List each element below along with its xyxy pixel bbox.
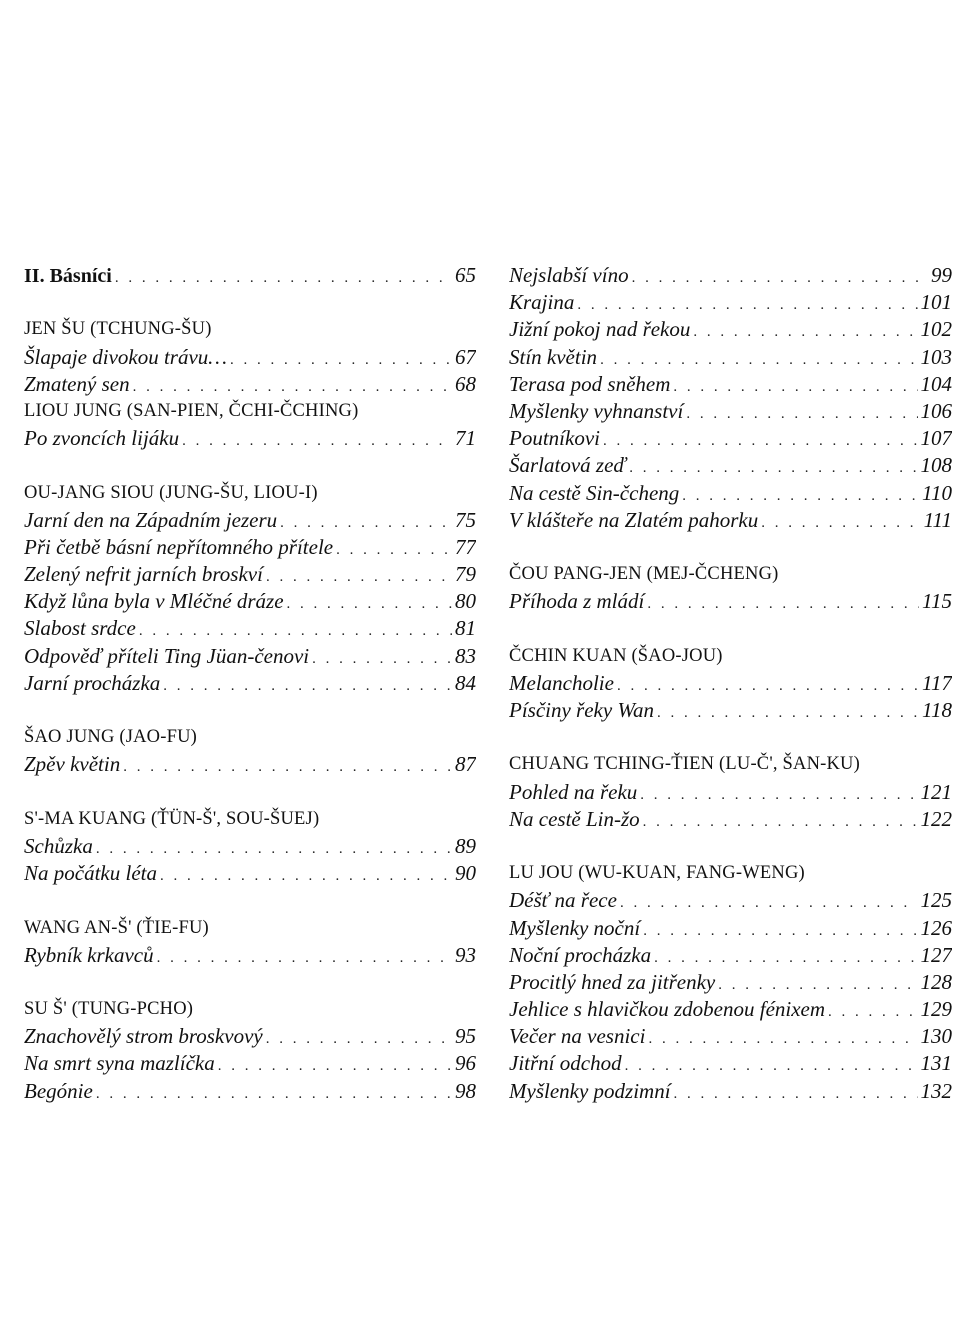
- entry-title: Šarlatová zeď: [509, 453, 627, 478]
- entry-title: Melancholie: [509, 670, 614, 695]
- entry-title: Déšť na řece: [509, 888, 617, 913]
- dot-leader: [625, 1053, 918, 1077]
- entry-title: Písčiny řeky Wan: [509, 698, 655, 722]
- entry-title: Poutníkovi: [509, 426, 600, 451]
- dot-leader: [617, 673, 919, 697]
- dot-leader: [640, 782, 917, 806]
- toc-entry[interactable]: [24, 942, 476, 969]
- entry-title: Procitlý hned za jitřenky: [509, 969, 716, 994]
- entry-title: Na cestě Sin-čcheng: [509, 480, 680, 505]
- toc-entry[interactable]: [509, 670, 952, 697]
- toc-left-column: [24, 262, 476, 1105]
- entry-title: Když lůna byla v Mléčné dráze: [24, 589, 284, 614]
- dot-leader: [643, 918, 917, 942]
- entry-title: Myšlenky noční: [509, 915, 641, 940]
- entry-title: V klášteře na Zlatém pahorku: [509, 507, 759, 532]
- author-heading: [24, 915, 476, 942]
- author-name: WANG AN-Š' (ŤIE-FU): [24, 917, 209, 938]
- page-number: 102: [920, 317, 952, 342]
- author-name: LIOU JUNG (SAN-PIEN, ČCHI-ČCHING): [24, 400, 359, 421]
- dot-leader: [280, 510, 452, 534]
- toc-entry[interactable]: [509, 344, 952, 371]
- toc-entry[interactable]: [509, 588, 952, 615]
- dot-leader: [673, 374, 917, 398]
- author-name: ČOU PANG-JEN (MEJ-ČCHENG): [509, 564, 779, 585]
- dot-leader: [266, 1026, 452, 1050]
- page-number: 81: [455, 616, 476, 641]
- section-spacer: [24, 289, 476, 316]
- page-number: 121: [920, 779, 952, 804]
- author-heading: [24, 398, 476, 425]
- page-number: 117: [922, 670, 952, 695]
- dot-leader: [577, 292, 917, 316]
- toc-right-column: [509, 262, 952, 1105]
- author-name: OU-JANG SIOU (JUNG-ŠU, LIOU-I): [24, 482, 318, 503]
- page-number: 132: [920, 1078, 952, 1103]
- author-name: ČCHIN KUAN (ŠAO-JOU): [509, 645, 723, 666]
- page-number: 87: [455, 752, 476, 777]
- entry-title: Zmatený sen: [24, 371, 130, 396]
- entry-title: Stín květin: [509, 344, 598, 369]
- toc-entry[interactable]: [509, 969, 952, 996]
- entry-title: Rybník krkavců: [24, 942, 154, 967]
- page-number: 83: [455, 643, 476, 668]
- dot-leader: [157, 945, 452, 969]
- section-spacer: [509, 534, 952, 561]
- entry-title: Nejslabší víno: [509, 263, 629, 287]
- dot-leader: [123, 754, 452, 778]
- entry-title: Znachovělý strom broskvový: [24, 1024, 263, 1049]
- dot-leader: [160, 863, 452, 887]
- page-number: 127: [920, 942, 952, 967]
- entry-title: Odpověď příteli Ting Jüan-čenovi: [24, 643, 310, 668]
- toc-entry[interactable]: [509, 316, 952, 343]
- toc-entry[interactable]: [24, 344, 476, 371]
- section-spacer: [24, 969, 476, 996]
- toc-entry[interactable]: [24, 615, 476, 642]
- entry-title: Večer na vesnici: [509, 1024, 646, 1049]
- toc-entry[interactable]: [24, 371, 476, 398]
- entry-title: Zelený nefrit jarních broskví: [24, 562, 263, 587]
- page-number: 128: [920, 969, 952, 994]
- toc-entry[interactable]: [509, 887, 952, 914]
- page-number: 103: [920, 344, 952, 369]
- author-name: S'-MA KUANG (ŤÜN-Š', SOU-ŠUEJ): [24, 808, 320, 829]
- toc-entry[interactable]: [24, 561, 476, 588]
- author-heading: [24, 806, 476, 833]
- page-number: 79: [455, 562, 476, 587]
- toc-entry[interactable]: [24, 860, 476, 887]
- dot-leader: [632, 265, 928, 289]
- toc-entry[interactable]: [509, 425, 952, 452]
- author-heading: [509, 643, 952, 670]
- entry-title: Terasa pod sněhem: [509, 371, 671, 396]
- dot-leader: [96, 836, 452, 860]
- page-number: 107: [920, 426, 952, 451]
- author-name: SU Š' (TUNG-PCHO): [24, 999, 194, 1020]
- page-number: 111: [923, 507, 952, 532]
- entry-title: Krajina: [509, 290, 575, 315]
- toc-entry[interactable]: [509, 697, 952, 724]
- dot-leader: [139, 618, 452, 642]
- entry-title: Schůzka: [24, 833, 93, 858]
- dot-leader: [718, 972, 917, 996]
- section-spacer: [24, 887, 476, 914]
- entry-title: Noční procházka: [509, 942, 652, 967]
- entry-title: Šlapaje divokou trávu…: [24, 344, 227, 369]
- page-number: 99: [931, 263, 952, 287]
- section-spacer: [24, 697, 476, 724]
- dot-leader: [96, 1081, 452, 1105]
- dot-leader: [266, 564, 452, 588]
- page-number: 104: [920, 371, 952, 396]
- toc-entry[interactable]: [509, 996, 952, 1023]
- toc-entry[interactable]: [509, 507, 952, 534]
- toc-entry[interactable]: [509, 289, 952, 316]
- dot-leader: [828, 999, 917, 1023]
- toc-entry[interactable]: [509, 398, 952, 425]
- entry-title: Slabost srdce: [24, 616, 136, 641]
- author-heading: [509, 751, 952, 778]
- toc-entry[interactable]: [24, 425, 476, 452]
- entry-title: Jarní procházka: [24, 670, 161, 695]
- author-heading: [24, 996, 476, 1023]
- page-number: 118: [922, 698, 952, 722]
- toc-entry[interactable]: [24, 670, 476, 697]
- page-number: 98: [455, 1078, 476, 1103]
- dot-leader: [230, 347, 452, 371]
- section-spacer: [24, 779, 476, 806]
- dot-leader: [682, 483, 919, 507]
- page-number: 106: [920, 398, 952, 423]
- page-number: 122: [920, 806, 952, 831]
- section-spacer: [509, 724, 952, 751]
- entry-title: Jitřní odchod: [509, 1051, 622, 1076]
- toc-entry[interactable]: [24, 643, 476, 670]
- toc-entry[interactable]: [24, 507, 476, 534]
- entry-title: Jehlice s hlavičkou zdobenou fénixem: [509, 997, 826, 1022]
- entry-title: II. Básníci: [24, 265, 112, 287]
- author-heading: [24, 480, 476, 507]
- entry-title: Po zvoncích lijáku: [24, 426, 180, 451]
- dot-leader: [287, 591, 452, 615]
- entry-title: Při četbě básní nepřítomného přítele: [24, 534, 334, 559]
- dot-leader: [643, 809, 918, 833]
- dot-leader: [312, 646, 452, 670]
- page-number: 110: [922, 480, 952, 505]
- part-title-entry[interactable]: [24, 262, 476, 289]
- author-name: CHUANG TCHING-ŤIEN (LU-Č', ŠAN-KU): [509, 754, 860, 775]
- dot-leader: [686, 401, 917, 425]
- dot-leader: [603, 428, 918, 452]
- toc-entry[interactable]: [24, 1078, 476, 1105]
- page-number: 68: [455, 371, 476, 396]
- page-number: 89: [455, 833, 476, 858]
- toc-entry[interactable]: [509, 1023, 952, 1050]
- dot-leader: [182, 428, 452, 452]
- page-number: 95: [455, 1024, 476, 1049]
- toc-entry[interactable]: [24, 833, 476, 860]
- section-spacer: [24, 452, 476, 479]
- dot-leader: [654, 945, 917, 969]
- toc-entry[interactable]: [509, 942, 952, 969]
- entry-title: Zpěv květin: [24, 752, 121, 777]
- toc-entry[interactable]: [24, 588, 476, 615]
- toc-entry[interactable]: [509, 779, 952, 806]
- toc-entry[interactable]: [509, 371, 952, 398]
- entry-title: Begónie: [24, 1078, 93, 1103]
- entry-title: Jižní pokoj nad řekou: [509, 317, 691, 342]
- dot-leader: [657, 700, 919, 724]
- toc-entry[interactable]: [509, 1078, 952, 1105]
- entry-title: Myšlenky vyhnanství: [509, 398, 684, 423]
- page-number: 93: [455, 942, 476, 967]
- section-spacer: [509, 615, 952, 642]
- page-number: 115: [922, 589, 952, 614]
- author-heading: [24, 724, 476, 751]
- toc-entry[interactable]: [509, 262, 952, 289]
- author-heading: [509, 860, 952, 887]
- entry-title: Myšlenky podzimní: [509, 1078, 671, 1103]
- page-number: 71: [455, 426, 476, 451]
- dot-leader: [647, 591, 919, 615]
- page-number: 129: [920, 997, 952, 1022]
- toc-entry[interactable]: [24, 751, 476, 778]
- entry-title: Příhoda z mládí: [509, 589, 645, 614]
- toc-entry[interactable]: [24, 534, 476, 561]
- dot-leader: [648, 1026, 917, 1050]
- page-number: 101: [920, 290, 952, 315]
- dot-leader: [336, 537, 452, 561]
- page-number: 77: [455, 534, 476, 559]
- dot-leader: [133, 374, 452, 398]
- page-number: 84: [455, 670, 476, 695]
- toc-entry[interactable]: [509, 1050, 952, 1077]
- toc-entry[interactable]: [509, 806, 952, 833]
- dot-leader: [600, 347, 917, 371]
- author-name: ŠAO JUNG (JAO-FU): [24, 727, 197, 748]
- author-name: JEN ŠU (TCHUNG-ŠU): [24, 319, 212, 340]
- page-number: 131: [920, 1051, 952, 1076]
- entry-title: Na počátku léta: [24, 861, 157, 886]
- dot-leader: [629, 455, 917, 479]
- page-number: 126: [920, 915, 952, 940]
- dot-leader: [163, 673, 452, 697]
- section-spacer: [509, 833, 952, 860]
- entry-title: Jarní den na Západním jezeru: [24, 507, 278, 532]
- author-name: LU JOU (WU-KUAN, FANG-WENG): [509, 863, 805, 884]
- page-number: 65: [455, 263, 476, 287]
- dot-leader: [620, 890, 918, 914]
- toc-entry[interactable]: [24, 1050, 476, 1077]
- page-number: 125: [920, 888, 952, 913]
- dot-leader: [693, 319, 917, 343]
- page-number: 75: [455, 507, 476, 532]
- author-heading: [24, 316, 476, 343]
- page-number: 67: [455, 344, 476, 369]
- page-number: 90: [455, 861, 476, 886]
- dot-leader: [218, 1053, 452, 1077]
- page-number: 80: [455, 589, 476, 614]
- entry-title: Na cestě Lin-žo: [509, 806, 640, 831]
- dot-leader: [761, 510, 920, 534]
- entry-title: Pohled na řeku: [509, 779, 638, 804]
- page-number: 96: [455, 1051, 476, 1076]
- page-number: 108: [920, 453, 952, 478]
- toc-entry[interactable]: [509, 452, 952, 479]
- toc-entry[interactable]: [24, 1023, 476, 1050]
- page-number: 130: [920, 1024, 952, 1049]
- author-heading: [509, 561, 952, 588]
- toc-entry[interactable]: [509, 915, 952, 942]
- dot-leader: [674, 1081, 918, 1105]
- toc-entry[interactable]: [509, 480, 952, 507]
- dot-leader: [115, 265, 452, 289]
- entry-title: Na smrt syna mazlíčka: [24, 1051, 215, 1076]
